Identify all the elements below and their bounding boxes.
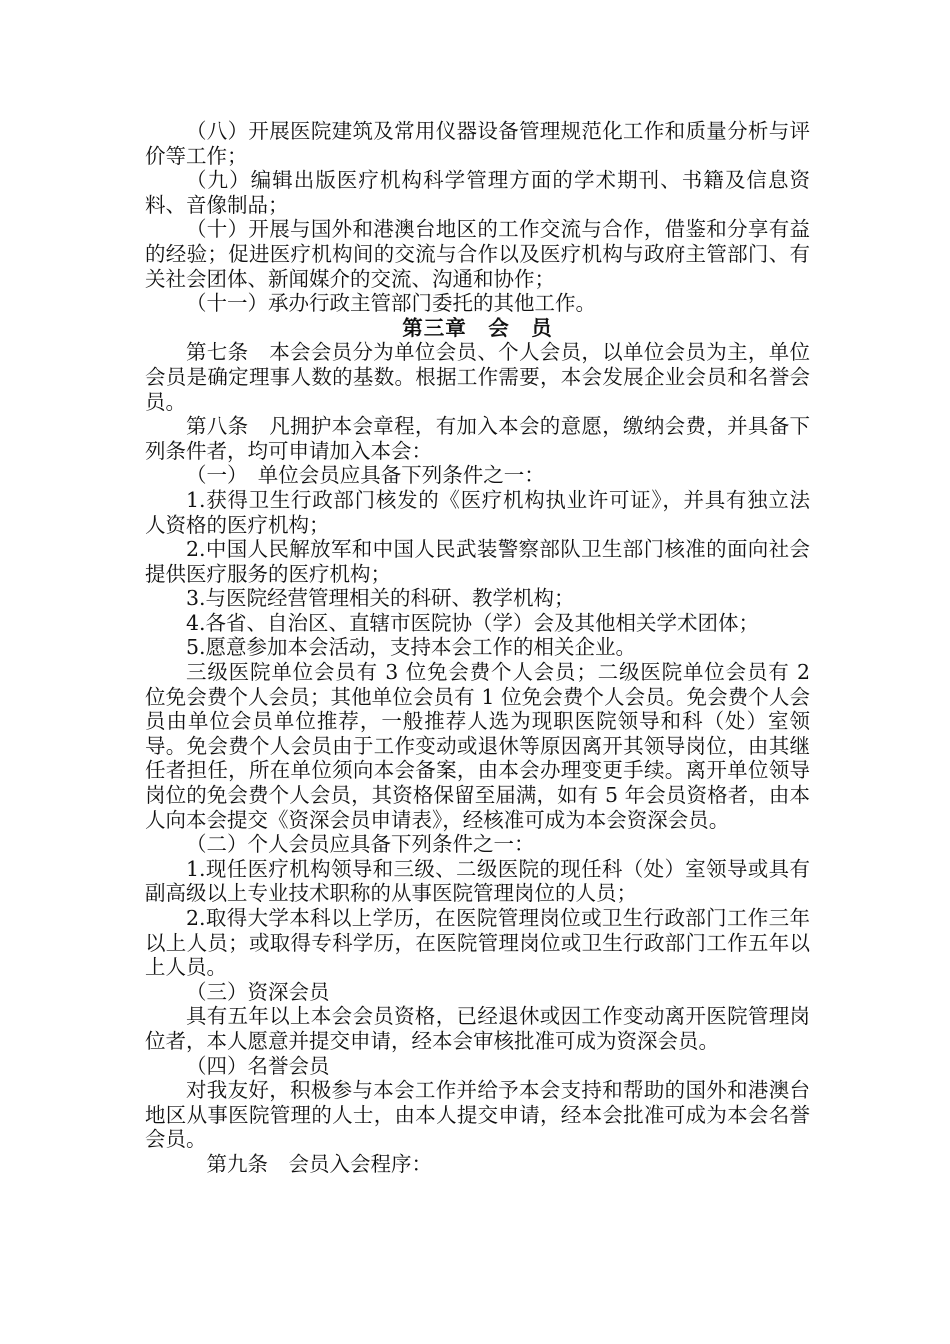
honorary-member-heading: （四）名誉会员 [186,1053,330,1078]
free-member-paragraph: 三级医院单位会员有 3 位免会费个人会员；二级医院单位会员有 2 位免会费个人会员；其他单位会员有 1 位免会费个人会员。免会费个人会员由单位会员单位推荐，一般推荐人选为现职医院领导和科（处）室领导。免会费个人会员由于工作变动或退休等原因离开其领导岗位，由其继任者担任，所在单位须向本会备案，由本会办理变更手续。离开单位领导岗位的免会费个人会员，其资格保留至届满，如有 5 年会员资格者，由本人向本会提交《资深会员申请表》，经核准可成为本会资深会员。 [145,660,810,832]
paragraph-item-10: （十）开展与国外和港澳台地区的工作交流与合作，借鉴和分享有益的经验；促进医疗机构间的交流与合作以及医疗机构与政府主管部门、有关社会团体、新闻媒介的交流、沟通和协作； [145,217,810,291]
unit-condition-2: 2.中国人民解放军和中国人民武装警察部队卫生部门核准的面向社会提供医疗服务的医疗机构； [145,537,810,586]
article-8: 第八条 凡拥护本会章程，有加入本会的意愿，缴纳会费，并具备下列条件者，均可申请加入本会： [145,414,810,463]
senior-member-heading: （三）资深会员 [186,979,330,1004]
paragraph-item-8: （八）开展医院建筑及常用仪器设备管理规范化工作和质量分析与评价等工作； [145,119,810,168]
document-body [145,119,810,1177]
unit-condition-3: 3.与医院经营管理相关的科研、教学机构； [186,586,575,611]
article-7: 第七条 本会会员分为单位会员、个人会员，以单位会员为主，单位会员是确定理事人数的基数。根据工作需要，本会发展企业会员和名誉会员。 [145,340,810,414]
paragraph-item-11: （十一）承办行政主管部门委托的其他工作。 [186,291,596,316]
individual-condition-1: 1.现任医疗机构领导和三级、二级医院的现任科（处）室领导或具有副高级以上专业技术职称的从事医院管理岗位的人员； [145,856,810,906]
article-9: 第九条 会员入会程序： [206,1151,432,1176]
senior-member-paragraph: 具有五年以上本会会员资格，已经退休或因工作变动离开医院管理岗位者，本人愿意并提交申请，经本会审核批准可成为资深会员。 [145,1004,810,1053]
unit-condition-1: 1.获得卫生行政部门核发的《医疗机构执业许可证》，并具有独立法人资格的医疗机构； [145,487,810,537]
paragraph-item-9: （九）编辑出版医疗机构科学管理方面的学术期刊、书籍及信息资料、音像制品； [145,168,810,217]
unit-member-heading: （一） 单位会员应具备下列条件之一： [186,463,545,488]
chapter-heading: 第三章 会 员 [402,315,553,340]
individual-member-heading: （二）个人会员应具备下列条件之一： [186,832,535,857]
unit-condition-5: 5.愿意参加本会活动，支持本会工作的相关企业。 [186,635,637,660]
honorary-member-paragraph: 对我友好，积极参与本会工作并给予本会支持和帮助的国外和港澳台地区从事医院管理的人士，由本人提交申请，经本会批准可成为本会名誉会员。 [145,1078,810,1152]
unit-condition-4: 4.各省、自治区、直辖市医院协（学）会及其他相关学术团体； [186,610,760,635]
individual-condition-2: 2.取得大学本科以上学历，在医院管理岗位或卫生行政部门工作三年以上人员；或取得专科学历，在医院管理岗位或卫生行政部门工作五年以上人员。 [145,906,810,980]
